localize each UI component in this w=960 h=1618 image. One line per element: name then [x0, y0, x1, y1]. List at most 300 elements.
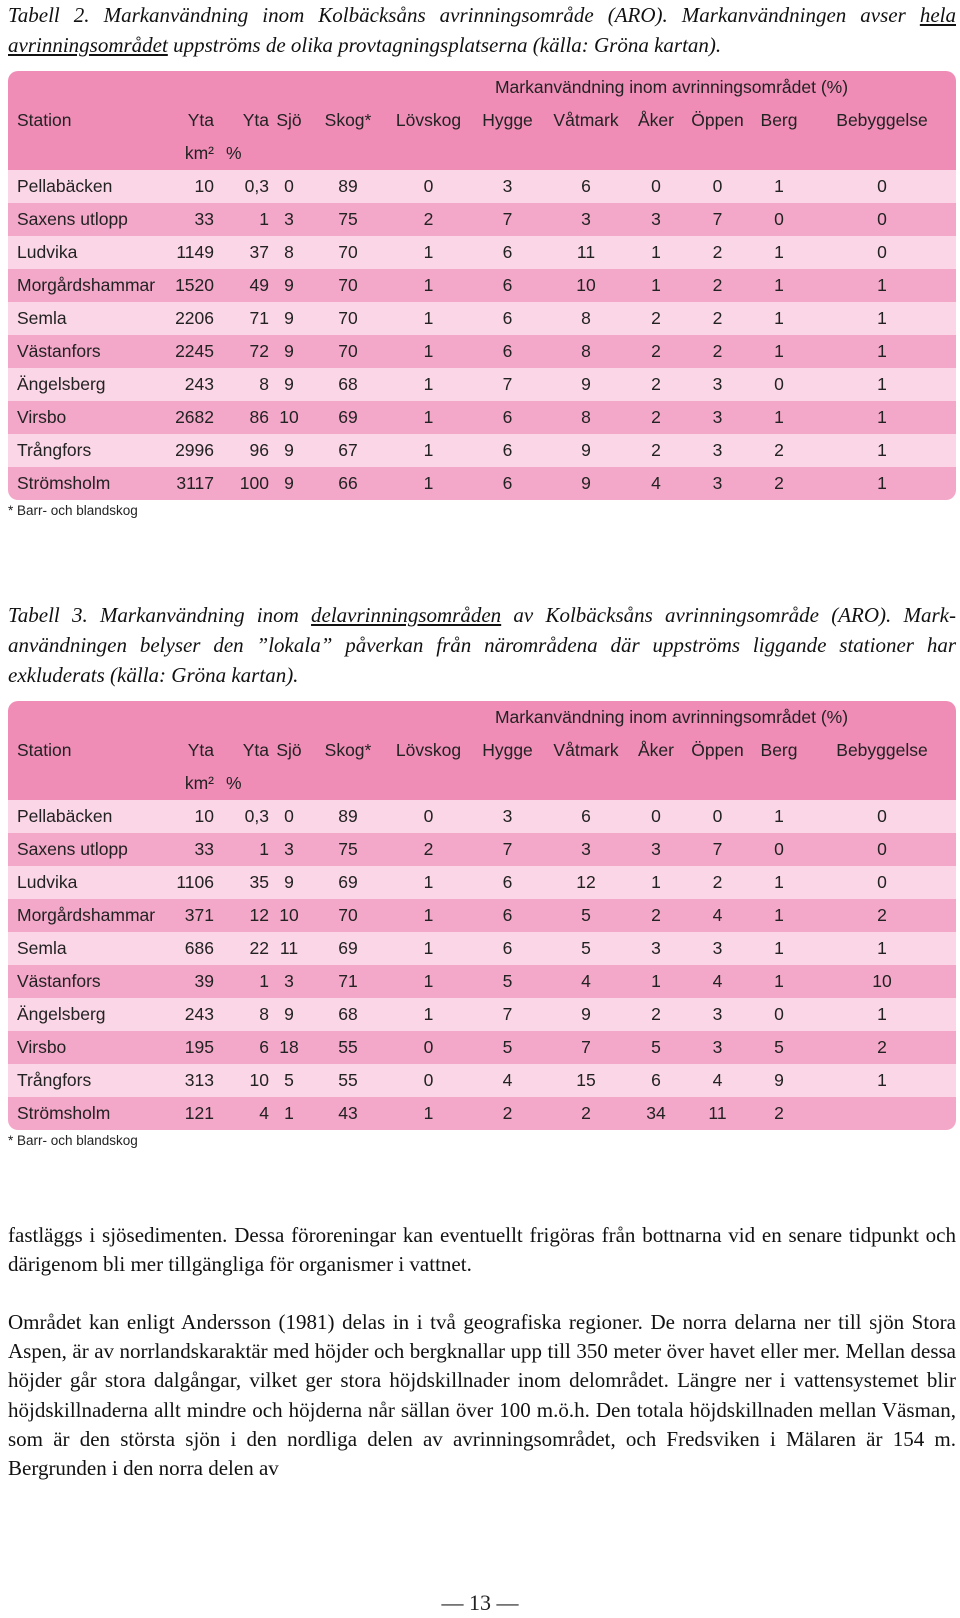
table-cell: 2	[627, 302, 685, 335]
unit-percent: %	[214, 137, 269, 170]
unit-row	[8, 767, 956, 800]
table-cell: 1	[627, 965, 685, 998]
table-cell: 9	[545, 998, 627, 1031]
table-row	[8, 998, 956, 1031]
table-cell: 0	[685, 800, 750, 833]
table-cell: 68	[309, 998, 387, 1031]
table-cell: 3	[627, 932, 685, 965]
table-cell: 3	[470, 170, 545, 203]
table-cell: 6	[470, 269, 545, 302]
table-cell: 70	[309, 269, 387, 302]
table-cell: 70	[309, 236, 387, 269]
table-cell: 3	[545, 833, 627, 866]
table-cell: 1	[750, 800, 808, 833]
table-cell: 11	[685, 1097, 750, 1130]
table-cell: 8	[545, 302, 627, 335]
table-cell: 1	[387, 899, 470, 932]
table-cell: 8	[545, 401, 627, 434]
table-row	[8, 236, 956, 269]
table-cell: 3117	[159, 467, 214, 500]
table-cell: 9	[750, 1064, 808, 1097]
table-cell: 5	[750, 1031, 808, 1064]
table-cell: 55	[309, 1064, 387, 1097]
table2-caption-post: uppströms de olika provtagningsplatserna (källa: Gröna kartan).	[167, 33, 722, 57]
table-cell: 0	[808, 866, 956, 899]
table-cell: 0	[627, 800, 685, 833]
table-cell: 0	[808, 833, 956, 866]
table2	[8, 71, 956, 500]
table-cell: 1	[750, 866, 808, 899]
table-cell: 0,3	[214, 170, 269, 203]
table-cell: 1	[387, 866, 470, 899]
table-cell: 243	[159, 368, 214, 401]
table-cell: 0	[808, 203, 956, 236]
column-header: Lövskog	[387, 104, 470, 137]
table-cell: 5	[269, 1064, 309, 1097]
station-name: Trångfors	[8, 434, 159, 467]
table-cell: 2	[387, 203, 470, 236]
table-cell: 33	[159, 203, 214, 236]
table-cell: 3	[685, 998, 750, 1031]
table-cell: 2	[545, 1097, 627, 1130]
table-cell: 2	[387, 833, 470, 866]
table-cell: 2245	[159, 335, 214, 368]
table-cell: 8	[214, 998, 269, 1031]
table-cell: 4	[685, 1064, 750, 1097]
table-cell: 5	[627, 1031, 685, 1064]
station-name: Västanfors	[8, 335, 159, 368]
table-cell: 1	[808, 401, 956, 434]
table-cell: 22	[214, 932, 269, 965]
unit-cell	[8, 137, 159, 170]
table-cell: 371	[159, 899, 214, 932]
table-cell: 6	[470, 899, 545, 932]
table-cell: 1	[750, 932, 808, 965]
table-row	[8, 833, 956, 866]
body-paragraph-1: fastläggs i sjösedimenten. Dessa föroreningar kan eventuellt frigöras från bottnarna vid en senare tidpunkt och därigenom bli mer tillgängliga för organismer i vattnet.	[8, 1223, 956, 1277]
table-cell: 12	[214, 899, 269, 932]
table-cell: 10	[269, 899, 309, 932]
table-row	[8, 170, 956, 203]
table3	[8, 701, 956, 1130]
table2-body	[8, 71, 956, 500]
table-cell: 7	[470, 368, 545, 401]
table-cell: 4	[685, 899, 750, 932]
column-header: Åker	[627, 734, 685, 767]
table-cell: 11	[269, 932, 309, 965]
table-cell: 10	[159, 800, 214, 833]
table-cell: 37	[214, 236, 269, 269]
table-cell: 39	[159, 965, 214, 998]
table-cell: 7	[470, 203, 545, 236]
table-cell: 0	[627, 170, 685, 203]
unit-cell	[269, 137, 956, 170]
table-cell: 9	[269, 434, 309, 467]
table-cell: 1	[808, 998, 956, 1031]
table-cell: 70	[309, 302, 387, 335]
table-cell: 9	[269, 467, 309, 500]
table-cell: 49	[214, 269, 269, 302]
column-header: Skog*	[309, 104, 387, 137]
table-cell: 6	[470, 866, 545, 899]
table-row	[8, 368, 956, 401]
group-header: Markanvändning inom avrinningsområdet (%)	[387, 71, 956, 104]
table-cell	[808, 1097, 956, 1130]
column-header: Bebyggelse	[808, 734, 956, 767]
table-cell: 10	[214, 1064, 269, 1097]
unit-row	[8, 137, 956, 170]
table-cell: 8	[269, 236, 309, 269]
table-cell: 2	[627, 335, 685, 368]
table-cell: 1	[808, 335, 956, 368]
column-header: Berg	[750, 104, 808, 137]
table-cell: 1	[387, 434, 470, 467]
table-cell: 3	[545, 203, 627, 236]
table-cell: 0	[685, 170, 750, 203]
table-cell: 10	[159, 170, 214, 203]
column-header: Våtmark	[545, 734, 627, 767]
table-cell: 3	[685, 1031, 750, 1064]
table-cell: 2996	[159, 434, 214, 467]
table-cell: 71	[214, 302, 269, 335]
table-cell: 10	[269, 401, 309, 434]
column-header: Öppen	[685, 104, 750, 137]
table-cell: 1	[750, 335, 808, 368]
table-cell: 1	[750, 269, 808, 302]
table-cell: 6	[470, 335, 545, 368]
table-cell: 67	[309, 434, 387, 467]
table-row	[8, 899, 956, 932]
station-name: Semla	[8, 932, 159, 965]
column-header: Yta	[159, 734, 214, 767]
table-cell: 9	[269, 302, 309, 335]
table-row	[8, 1097, 956, 1130]
table-cell: 1	[214, 203, 269, 236]
table-cell: 15	[545, 1064, 627, 1097]
table-cell: 18	[269, 1031, 309, 1064]
table-cell: 4	[627, 467, 685, 500]
table-row	[8, 866, 956, 899]
column-header: Våtmark	[545, 104, 627, 137]
table-cell: 89	[309, 170, 387, 203]
station-name: Strömsholm	[8, 1097, 159, 1130]
column-header: Sjö	[269, 104, 309, 137]
table-cell: 2	[808, 899, 956, 932]
table-cell: 1	[214, 965, 269, 998]
table-cell: 1	[387, 1097, 470, 1130]
table-cell: 75	[309, 203, 387, 236]
table-row	[8, 269, 956, 302]
table-row	[8, 335, 956, 368]
group-header-row	[8, 71, 956, 104]
table-cell: 2	[685, 269, 750, 302]
table-cell: 7	[545, 1031, 627, 1064]
table-cell: 195	[159, 1031, 214, 1064]
table-cell: 0	[387, 1031, 470, 1064]
table-cell: 6	[470, 302, 545, 335]
table-cell: 6	[470, 401, 545, 434]
table-row	[8, 401, 956, 434]
table-cell: 3	[269, 203, 309, 236]
table-cell: 12	[545, 866, 627, 899]
table-cell: 9	[545, 368, 627, 401]
table3-body	[8, 701, 956, 1130]
table-cell: 9	[269, 335, 309, 368]
table-cell: 11	[545, 236, 627, 269]
column-header: Skog*	[309, 734, 387, 767]
table-cell: 6	[470, 434, 545, 467]
column-header: Hygge	[470, 734, 545, 767]
table-cell: 1	[387, 998, 470, 1031]
table-cell: 69	[309, 932, 387, 965]
station-name: Pellabäcken	[8, 800, 159, 833]
table-cell: 33	[159, 833, 214, 866]
table-cell: 0	[808, 236, 956, 269]
table-cell: 2682	[159, 401, 214, 434]
station-name: Pellabäcken	[8, 170, 159, 203]
table-cell: 9	[269, 368, 309, 401]
table-cell: 4	[214, 1097, 269, 1130]
column-header-row	[8, 734, 956, 767]
table-cell: 8	[545, 335, 627, 368]
station-name: Virsbo	[8, 401, 159, 434]
table-cell: 1	[750, 401, 808, 434]
table-cell: 2	[470, 1097, 545, 1130]
table-cell: 7	[685, 203, 750, 236]
table-cell: 7	[685, 833, 750, 866]
table-cell: 1	[750, 899, 808, 932]
table-cell: 2	[750, 434, 808, 467]
table-cell: 5	[545, 899, 627, 932]
table3-grid	[8, 701, 956, 1130]
table-cell: 2	[750, 1097, 808, 1130]
station-name: Ängelsberg	[8, 368, 159, 401]
table-cell: 1	[750, 170, 808, 203]
table-cell: 1	[808, 434, 956, 467]
table-cell: 243	[159, 998, 214, 1031]
table-cell: 2	[685, 866, 750, 899]
unit-cell	[269, 767, 956, 800]
table-cell: 35	[214, 866, 269, 899]
group-header-spacer	[8, 71, 387, 104]
station-name: Saxens utlopp	[8, 833, 159, 866]
table-cell: 1	[387, 401, 470, 434]
table-cell: 2	[627, 899, 685, 932]
table-row	[8, 1031, 956, 1064]
table2-caption	[8, 0, 956, 60]
station-name: Trångfors	[8, 1064, 159, 1097]
table-cell: 4	[685, 965, 750, 998]
table-cell: 3	[470, 800, 545, 833]
table-cell: 3	[685, 368, 750, 401]
table-cell: 0	[750, 998, 808, 1031]
table-cell: 34	[627, 1097, 685, 1130]
table-cell: 4	[470, 1064, 545, 1097]
table-cell: 5	[470, 1031, 545, 1064]
table-cell: 1	[269, 1097, 309, 1130]
table2-caption-pre: Tabell 2. Markanvändning inom Kolbäcksåns avrinningsområde (ARO). Markanvändningen avser	[8, 3, 920, 27]
column-header: Station	[8, 734, 159, 767]
table-cell: 2	[808, 1031, 956, 1064]
column-header: Hygge	[470, 104, 545, 137]
table-cell: 1	[387, 302, 470, 335]
table-cell: 1520	[159, 269, 214, 302]
table-cell: 3	[685, 467, 750, 500]
column-header: Yta	[214, 104, 269, 137]
table-cell: 6	[545, 800, 627, 833]
table-cell: 121	[159, 1097, 214, 1130]
table-cell: 69	[309, 866, 387, 899]
table-cell: 0	[387, 170, 470, 203]
table-cell: 9	[545, 434, 627, 467]
table-cell: 1	[750, 965, 808, 998]
table-cell: 1	[750, 236, 808, 269]
table-row	[8, 965, 956, 998]
table-cell: 4	[545, 965, 627, 998]
table-row	[8, 1064, 956, 1097]
page-number: — 13 —	[441, 1590, 519, 1615]
table-cell: 100	[214, 467, 269, 500]
station-name: Ängelsberg	[8, 998, 159, 1031]
table-cell: 686	[159, 932, 214, 965]
table-cell: 68	[309, 368, 387, 401]
station-name: Saxens utlopp	[8, 203, 159, 236]
table-cell: 0	[808, 800, 956, 833]
table-cell: 9	[269, 998, 309, 1031]
group-header-row	[8, 701, 956, 734]
table-cell: 0	[750, 833, 808, 866]
station-name: Morgårdshammar	[8, 899, 159, 932]
body-paragraph-2: Området kan enligt Andersson (1981) delas in i två geografiska regioner. De norra delarna ner till sjön Stora Aspen, är av norrlandskaraktär med höjder och bergknallar upp till 350 meter över havet eller mer. Mellan dessa höjder går stora dalgångar, vilket ger stora höjdskillnader inom delområdet. Längre ner i vattensystemet blir höjdskillnaderna allt mindre och höjderna når sällan över 100 m.ö.h. Den totala höjdskillnaden mellan Väsman, som är den största sjön i den nordliga delen av avrinningsområdet, och Fredsviken i Mälaren är 154 m. Bergrunden i den norra delen av	[8, 1310, 956, 1481]
table-cell: 3	[269, 965, 309, 998]
table-cell: 1	[808, 932, 956, 965]
table-cell: 1	[387, 965, 470, 998]
table-cell: 3	[269, 833, 309, 866]
column-header: Yta	[159, 104, 214, 137]
table-cell: 1149	[159, 236, 214, 269]
table-cell: 1	[387, 467, 470, 500]
table-cell: 0	[387, 800, 470, 833]
station-name: Strömsholm	[8, 467, 159, 500]
table-cell: 8	[214, 368, 269, 401]
table-cell: 10	[545, 269, 627, 302]
table-cell: 0	[750, 368, 808, 401]
table-cell: 2	[627, 998, 685, 1031]
table-cell: 66	[309, 467, 387, 500]
table-row	[8, 800, 956, 833]
table-cell: 3	[685, 401, 750, 434]
table-cell: 2	[685, 335, 750, 368]
table-cell: 96	[214, 434, 269, 467]
table-cell: 7	[470, 833, 545, 866]
table-cell: 72	[214, 335, 269, 368]
table-cell: 71	[309, 965, 387, 998]
table2-caption-underlined: hela avrinningsområdet	[8, 3, 956, 57]
unit-percent: %	[214, 767, 269, 800]
table-cell: 70	[309, 335, 387, 368]
table-cell: 9	[269, 269, 309, 302]
table2-footnote: * Barr- och blandskog	[8, 503, 138, 518]
station-name: Ludvika	[8, 236, 159, 269]
table-cell: 1	[387, 236, 470, 269]
station-name: Semla	[8, 302, 159, 335]
table-cell: 1	[214, 833, 269, 866]
table-cell: 2	[685, 236, 750, 269]
table-cell: 2	[750, 467, 808, 500]
table-cell: 43	[309, 1097, 387, 1130]
table-cell: 6	[627, 1064, 685, 1097]
table-cell: 2	[627, 434, 685, 467]
table-cell: 1	[808, 1064, 956, 1097]
column-header: Sjö	[269, 734, 309, 767]
table-cell: 1	[808, 467, 956, 500]
column-header: Berg	[750, 734, 808, 767]
table-cell: 3	[627, 833, 685, 866]
table-cell: 1106	[159, 866, 214, 899]
table-row	[8, 302, 956, 335]
table-cell: 9	[269, 866, 309, 899]
table-cell: 1	[627, 269, 685, 302]
column-header: Åker	[627, 104, 685, 137]
station-name: Morgårdshammar	[8, 269, 159, 302]
table-cell: 86	[214, 401, 269, 434]
unit-area: km²	[159, 137, 214, 170]
table-cell: 1	[387, 335, 470, 368]
table-row	[8, 932, 956, 965]
column-header: Station	[8, 104, 159, 137]
table-cell: 0	[808, 170, 956, 203]
table-cell: 6	[470, 932, 545, 965]
group-header-spacer	[8, 701, 387, 734]
table-cell: 3	[627, 203, 685, 236]
table-cell: 2	[627, 401, 685, 434]
table-cell: 1	[808, 368, 956, 401]
group-header: Markanvändning inom avrinningsområdet (%)	[387, 701, 956, 734]
table-cell: 1	[750, 302, 808, 335]
unit-area: km²	[159, 767, 214, 800]
table-cell: 6	[545, 170, 627, 203]
table2-grid	[8, 71, 956, 500]
column-header: Bebyggelse	[808, 104, 956, 137]
table3-caption	[8, 600, 956, 690]
table-cell: 0,3	[214, 800, 269, 833]
table-cell: 10	[808, 965, 956, 998]
column-header-row	[8, 104, 956, 137]
table-cell: 1	[627, 236, 685, 269]
table-cell: 0	[387, 1064, 470, 1097]
table-cell: 2	[685, 302, 750, 335]
table-cell: 0	[750, 203, 808, 236]
table-cell: 70	[309, 899, 387, 932]
table3-caption-post: av Kolbäcksåns avrinningsområde (ARO). Mark-användningen belyser den ”lokala” påverkan från närområdena där uppströms liggande stationer har exkluderats (källa: Gröna kartan).	[8, 603, 956, 687]
table-cell: 1	[387, 368, 470, 401]
table-row	[8, 434, 956, 467]
table3-caption-pre: Tabell 3. Markanvändning inom	[8, 603, 312, 627]
table-cell: 69	[309, 401, 387, 434]
table-cell: 3	[685, 932, 750, 965]
table-row	[8, 467, 956, 500]
table3-caption-underlined: delavrinningsområden	[311, 603, 502, 627]
table-cell: 1	[627, 866, 685, 899]
table-cell: 0	[269, 170, 309, 203]
table-cell: 6	[470, 467, 545, 500]
column-header: Lövskog	[387, 734, 470, 767]
table-cell: 89	[309, 800, 387, 833]
table-cell: 1	[387, 269, 470, 302]
table-cell: 5	[470, 965, 545, 998]
column-header: Yta	[214, 734, 269, 767]
table3-footnote: * Barr- och blandskog	[8, 1133, 138, 1148]
